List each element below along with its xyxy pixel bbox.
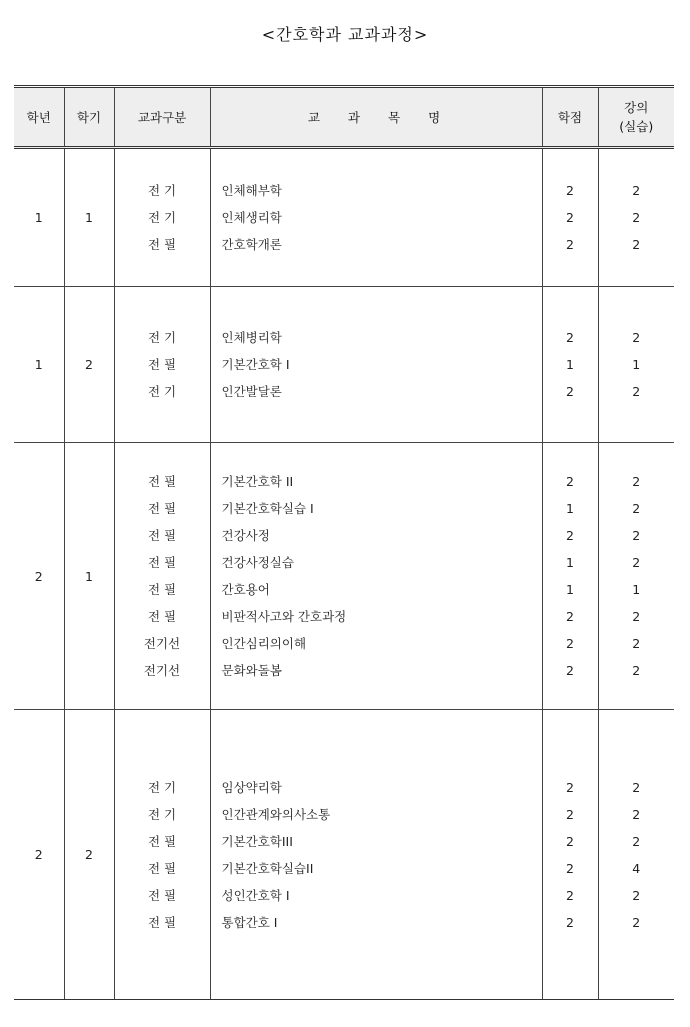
curriculum-table: [14, 85, 674, 1000]
credit-cell-list: [543, 324, 598, 405]
course-lecture: 1: [632, 582, 641, 597]
table-row: [14, 287, 674, 443]
credit-cell-list: [543, 774, 598, 936]
curriculum-body: [14, 148, 674, 1000]
subject-cell: [210, 148, 542, 287]
header-lecture-line1: 강의: [624, 100, 649, 115]
course-category: 전 필: [147, 357, 177, 372]
course-category: 전기선: [143, 663, 181, 678]
course-subject: 성인간호학 I: [221, 887, 290, 903]
course-credit: 2: [566, 663, 574, 678]
semester-cell: 2: [64, 710, 114, 1000]
course-category: 전 기: [147, 384, 177, 399]
year-cell: 1: [14, 287, 64, 443]
course-lecture: 2: [632, 330, 641, 345]
subject-cell: [210, 710, 542, 1000]
course-subject: 인간심리의이해: [221, 636, 307, 651]
subject-cell: [210, 443, 542, 710]
year-cell: 2: [14, 710, 64, 1000]
course-category: 전 필: [147, 582, 177, 597]
subject-cell-list: [211, 774, 542, 936]
course-lecture: 2: [632, 210, 641, 225]
course-category: 전기선: [143, 636, 181, 651]
category-cell: [114, 148, 210, 287]
course-lecture: 2: [632, 384, 641, 399]
course-lecture: 2: [632, 914, 641, 930]
course-credit: 1: [566, 582, 574, 597]
course-category: 전 필: [147, 914, 177, 930]
table-row: [14, 710, 674, 1000]
course-lecture: 2: [632, 609, 641, 624]
course-subject: 인체해부학: [221, 183, 282, 198]
course-subject: 건강사정실습: [221, 555, 294, 570]
course-subject: 건강사정: [221, 528, 270, 543]
credit-cell: [542, 287, 598, 443]
course-subject: 기본간호학III: [221, 833, 293, 849]
course-lecture: 2: [632, 237, 641, 252]
course-subject: 간호용어: [221, 582, 270, 597]
credit-cell-list: [543, 468, 598, 684]
course-category: 전 기: [147, 806, 177, 822]
course-subject: 기본간호학실습 I: [221, 501, 314, 516]
course-credit: 2: [566, 384, 574, 399]
course-lecture: 4: [632, 860, 641, 876]
course-lecture: 2: [632, 636, 641, 651]
table-row: [14, 443, 674, 710]
header-lecture-line2: (실습): [619, 119, 654, 134]
course-credit: 2: [566, 636, 574, 651]
course-credit: 2: [566, 237, 574, 252]
course-subject: 인간발달론: [221, 384, 282, 399]
header-lecture: [598, 87, 674, 148]
category-cell: [114, 287, 210, 443]
course-credit: 2: [566, 474, 574, 489]
lecture-cell: [598, 148, 674, 287]
header-semester: 학기: [64, 87, 114, 148]
course-credit: 2: [566, 887, 574, 903]
credit-cell: [542, 148, 598, 287]
course-lecture: 2: [632, 806, 641, 822]
course-credit: 2: [566, 779, 574, 795]
course-subject: 인간관계와의사소통: [221, 806, 331, 822]
header-year: 학년: [14, 87, 64, 148]
course-credit: 2: [566, 806, 574, 822]
course-lecture: 2: [632, 555, 641, 570]
course-category: 전 필: [147, 528, 177, 543]
course-category: 전 필: [147, 237, 177, 252]
lecture-cell: [598, 443, 674, 710]
course-subject: 간호학개론: [221, 237, 282, 252]
credit-cell-list: [543, 177, 598, 258]
header-subject-label: 교과목명: [307, 109, 469, 125]
course-lecture: 2: [632, 183, 641, 198]
lecture-cell-list: [599, 468, 675, 684]
course-lecture: 2: [632, 474, 641, 489]
course-credit: 2: [566, 609, 574, 624]
course-credit: 1: [566, 555, 574, 570]
subject-cell-list: [211, 177, 542, 258]
course-subject: 기본간호학 I: [221, 357, 290, 372]
course-lecture: 2: [632, 501, 641, 516]
category-cell-list: [115, 177, 210, 258]
subject-cell: [210, 287, 542, 443]
course-subject: 인체생리학: [221, 210, 282, 225]
course-subject: 기본간호학실습II: [221, 860, 314, 876]
credit-cell: [542, 710, 598, 1000]
course-category: 전 필: [147, 501, 177, 516]
course-credit: 1: [566, 501, 574, 516]
course-category: 전 필: [147, 555, 177, 570]
course-lecture: 2: [632, 887, 641, 903]
course-credit: 2: [566, 183, 574, 198]
course-category: 전 기: [147, 330, 177, 345]
semester-cell: 1: [64, 443, 114, 710]
course-subject: 통합간호 I: [221, 914, 278, 930]
lecture-cell-list: [599, 177, 675, 258]
header-row: [14, 87, 674, 148]
subject-cell-list: [211, 468, 542, 684]
course-lecture: 2: [632, 663, 641, 678]
course-credit: 1: [566, 357, 574, 372]
course-subject: 문화와돌봄: [221, 663, 282, 678]
category-cell-list: [115, 468, 210, 684]
lecture-cell-list: [599, 774, 675, 936]
course-subject: 인체병리학: [221, 330, 282, 345]
course-credit: 2: [566, 833, 574, 849]
course-credit: 2: [566, 210, 574, 225]
year-cell: 1: [14, 148, 64, 287]
credit-cell: [542, 443, 598, 710]
course-lecture: 2: [632, 833, 641, 849]
course-credit: 2: [566, 528, 574, 543]
page-title: <간호학과 교과과정>: [261, 25, 429, 44]
course-category: 전 필: [147, 833, 177, 849]
course-subject: 임상약리학: [221, 779, 282, 795]
semester-cell: 2: [64, 287, 114, 443]
header-category: 교과구분: [114, 87, 210, 148]
course-subject: 비판적사고와 간호과정: [221, 609, 347, 624]
course-category: 전 기: [147, 210, 177, 225]
category-cell: [114, 710, 210, 1000]
subject-cell-list: [211, 324, 542, 405]
lecture-cell-list: [599, 324, 675, 405]
course-credit: 2: [566, 860, 574, 876]
category-cell-list: [115, 324, 210, 405]
course-category: 전 필: [147, 474, 177, 489]
course-lecture: 1: [632, 357, 641, 372]
course-category: 전 필: [147, 887, 177, 903]
lecture-cell: [598, 287, 674, 443]
category-cell: [114, 443, 210, 710]
course-credit: 2: [566, 330, 574, 345]
course-lecture: 2: [632, 528, 641, 543]
course-credit: 2: [566, 914, 574, 930]
course-category: 전 필: [147, 860, 177, 876]
course-lecture: 2: [632, 779, 641, 795]
course-subject: 기본간호학 II: [221, 474, 294, 489]
semester-cell: 1: [64, 148, 114, 287]
category-cell-list: [115, 774, 210, 936]
header-subject: [210, 87, 542, 148]
course-category: 전 기: [147, 183, 177, 198]
table-row: [14, 148, 674, 287]
header-credit: 학점: [542, 87, 598, 148]
course-category: 전 기: [147, 779, 177, 795]
course-category: 전 필: [147, 609, 177, 624]
lecture-cell: [598, 710, 674, 1000]
year-cell: 2: [14, 443, 64, 710]
